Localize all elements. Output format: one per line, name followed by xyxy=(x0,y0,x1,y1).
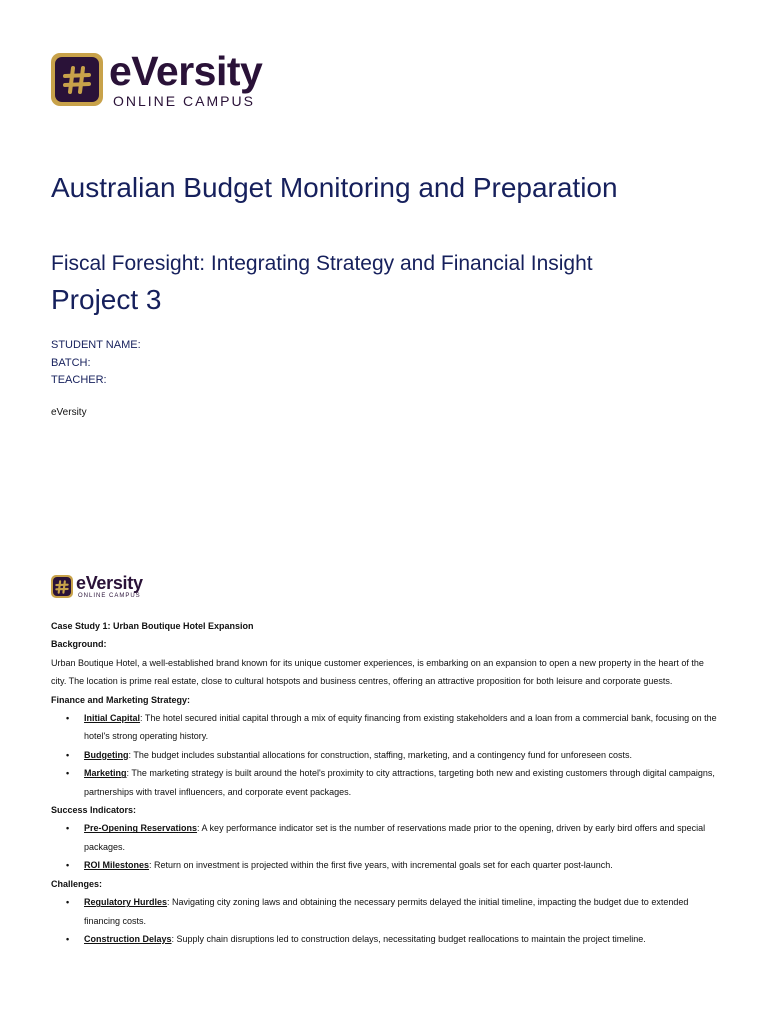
document-subtitle: Fiscal Foresight: Integrating Strategy and Financial Insight xyxy=(51,252,593,275)
list-item-text: : The hotel secured initial capital through a mix of equity financing from existing stakeholders and a loan from a commercial bank, focusing on the hotel's strong operating history. xyxy=(84,713,717,742)
list-item xyxy=(51,856,721,874)
organization-name: eVersity xyxy=(51,407,87,418)
eversity-logo-mark-small xyxy=(51,575,73,598)
student-info xyxy=(51,337,141,390)
background-text: Urban Boutique Hotel, a well-established brand known for its unique customer experiences, is embarking on an expansion to open a new property in the heart of the city. The location is prime real estate, close to cultural hotspots and business centres, offering an attractive proposition for both leisure and corporate guests. xyxy=(51,657,704,687)
challenges-heading: Challenges: xyxy=(51,878,103,889)
list-item-term: ROI Milestones xyxy=(84,860,150,871)
finance-heading: Finance and Marketing Strategy: xyxy=(51,694,191,705)
teacher-label: TEACHER: xyxy=(51,374,107,386)
case-study-heading: Case Study 1: Urban Boutique Hotel Expansion xyxy=(51,621,254,631)
hash-icon-small xyxy=(54,579,70,595)
document-title: Australian Budget Monitoring and Preparation xyxy=(51,172,618,203)
logo-brand-subtitle: ONLINE CAMPUS xyxy=(113,93,255,109)
list-item-term: Initial Capital xyxy=(84,713,141,724)
eversity-logo-mark xyxy=(51,53,103,106)
logo-brand-subtitle-small: ONLINE CAMPUS xyxy=(78,593,141,599)
list-item-term: Budgeting xyxy=(84,749,129,760)
project-label: Project 3 xyxy=(51,284,162,315)
finance-list xyxy=(51,709,721,801)
success-list xyxy=(51,819,721,874)
batch-label: BATCH: xyxy=(51,356,91,369)
success-heading: Success Indicators: xyxy=(51,805,137,816)
list-item-term: Pre-Opening Reservations xyxy=(84,823,198,834)
list-item xyxy=(51,764,721,801)
list-item-term: Regulatory Hurdles xyxy=(84,897,168,908)
challenges-list xyxy=(51,893,721,948)
list-item-text: : Supply chain disruptions led to construction delays, necessitating budget reallocations to maintain the project timeline. xyxy=(171,933,646,944)
student-name-label: STUDENT NAME: xyxy=(51,339,141,351)
list-item xyxy=(51,893,721,930)
logo-brand-name-small: eVersity xyxy=(76,573,143,593)
case-study-section xyxy=(51,617,721,948)
list-item xyxy=(51,746,721,764)
list-item-text: : Navigating city zoning laws and obtaining the necessary permits delayed the initial timeline, impacting the budget due to extended financing costs. xyxy=(84,897,689,926)
list-item-text: : The budget includes substantial allocations for construction, staffing, marketing, and a contingency fund for unforeseen costs. xyxy=(128,749,632,760)
background-heading: Background: xyxy=(51,639,107,650)
list-item-term: Marketing xyxy=(84,768,127,779)
eversity-logo-small xyxy=(51,574,143,599)
logo-brand-name: eVersity xyxy=(109,48,263,94)
eversity-logo xyxy=(51,48,263,109)
list-item-text: : A key performance indicator set is the number of reservations made prior to the opening, driven by early bird offers and special packages. xyxy=(84,823,706,852)
list-item-text: : Return on investment is projected within the first five years, with incremental goals set for each quarter post-launch. xyxy=(149,860,613,871)
list-item xyxy=(51,930,721,948)
list-item xyxy=(51,819,721,856)
list-item xyxy=(51,709,721,746)
list-item-text: : The marketing strategy is built around the hotel's proximity to city attractions, targeting both new and existing customers through digital campaigns, partnerships with travel influencers, and corporate event packages. xyxy=(84,768,715,797)
hash-icon xyxy=(60,63,94,97)
list-item-term: Construction Delays xyxy=(84,933,172,944)
